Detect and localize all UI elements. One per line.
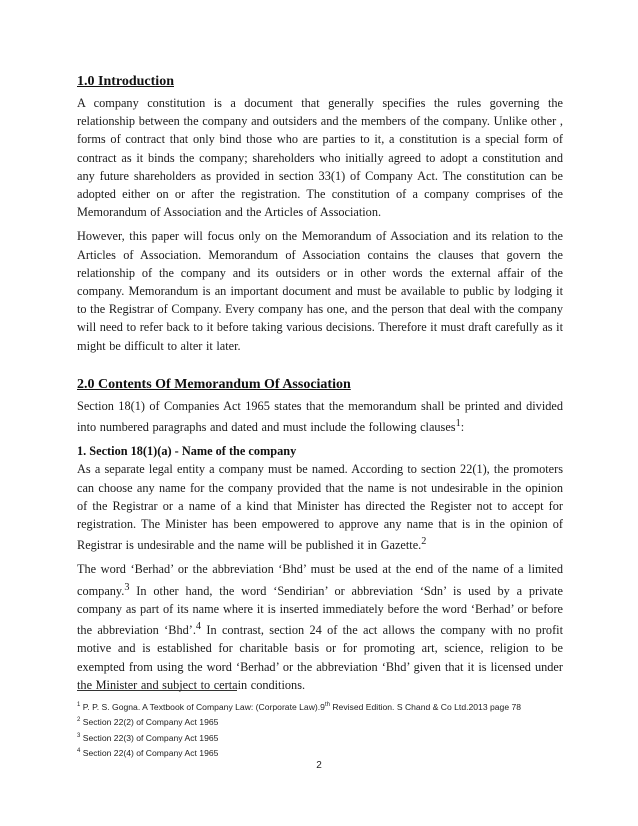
section-spacer: [77, 361, 563, 375]
footnote-1: [77, 699, 577, 714]
subheading-name-of-company: 1. Section 18(1)(a) - Name of the company: [77, 444, 297, 459]
section-heading-memorandum-contents: 2.0 Contents Of Memorandum Of Association: [77, 376, 351, 392]
footnote-text: P. P. S. Gogna. A Textbook of Company Law: (Corporate Law).9: [82, 701, 325, 712]
footnote-text-tail: Revised Edition. S Chand & Co Ltd.2013 page 78: [329, 701, 522, 712]
footnote-text: Section 22(3) of Company Act 1965: [82, 732, 219, 743]
footnote-4: [77, 745, 577, 760]
footnote-number: 1: [77, 702, 81, 708]
footnote-divider: [77, 690, 237, 691]
name-paragraph-1: [77, 460, 563, 554]
footnote-number: 3: [77, 732, 81, 739]
contents-intro-text: Section 18(1) of Companies Act 1965 states that the memorandum shall be printed and divided into numbered paragraphs and dated and must include the following clauses: [77, 398, 563, 435]
footnote-text: Section 22(4) of Company Act 1965: [82, 747, 219, 758]
footnote-number: 2: [77, 717, 81, 724]
footnote-ref-2[interactable]: 2: [421, 536, 427, 548]
page-number: 2: [316, 760, 322, 771]
footnote-ref-1[interactable]: 1: [455, 418, 461, 430]
name-paragraph-2-part2: In other hand, the word ‘Sendirian’ or abbreviation ‘Sdn’ is used by a private company as part of its name where it is inserted immediately before the word ‘Berhad’ or before the abbreviation ‘Bhd’.: [77, 583, 563, 638]
footnotes: [77, 699, 577, 760]
footnote-3: [77, 730, 577, 745]
contents-intro-paragraph: [77, 397, 563, 437]
name-paragraph-1-text: As a separate legal entity a company must be named. According to section 22(1), the promoters can choose any name for the company provided that the name is not undesirable in the opinion of the Registrar or a name of a kind that Minister has directed the Register not to accept for registration. The Minister has been empowered to approve any name that is in the opinion of Registrar is undesirable and the name will be published it in Gazette.: [77, 462, 563, 553]
footnote-number: 4: [77, 747, 81, 754]
intro-paragraph-1: A company constitution is a document that generally specifies the rules governing the relationship between the company and outsiders and the members of the company. Unlike other , forms of contract that only bind those who are parties to it, a constitution is a special form of contract as it binds the company; shareholders who initially agreed to adopt a constitution and any future shareholders as provided in section 33(1) of Company Act. The constitution can be adopted either on or after the registration. The constitution of a company comprises of the Memorandum of Association and the Articles of Association.: [77, 96, 563, 220]
contents-intro-tail: :: [460, 420, 465, 435]
footnote-text: Section 22(2) of Company Act 1965: [82, 717, 219, 728]
body-content: [77, 72, 563, 700]
name-paragraph-2: [77, 560, 563, 694]
footnote-ref-4[interactable]: 4: [195, 621, 202, 633]
name-paragraph-2-part3: In contrast, section 24 of the act allows the company with no profit motive and is established for charitable basis or for promoting art, science, religion to be exempted from using the word ‘Berhad’ or the abbreviation ‘Bhd’ given that it is licensed under the Minister and subject to certain conditions.: [77, 623, 563, 692]
footnote-ref-3[interactable]: 3: [124, 581, 130, 593]
footnote-2: [77, 714, 577, 729]
intro-paragraph-2: However, this paper will focus only on the Memorandum of Association and its relation to the Articles of Association. Memorandum of Association contains the clauses that govern the relationship of the company and its outsiders or in other words the external affair of the company. Memorandum is an important document and must be available to public by lodging it to the Registrar of Company. Every company has one, and the person that deal with the company will need to refer back to it before taking various decisions. Therefore it must draft carefully as it might be difficult to alter it later.: [77, 229, 563, 353]
footnote-superscript: th: [324, 702, 330, 708]
name-paragraph-2-part1: The word ‘Berhad’ or the abbreviation ‘Bhd’ must be used at the end of the name of a limited company.: [77, 562, 563, 598]
section-heading-introduction: 1.0 Introduction: [77, 74, 174, 89]
